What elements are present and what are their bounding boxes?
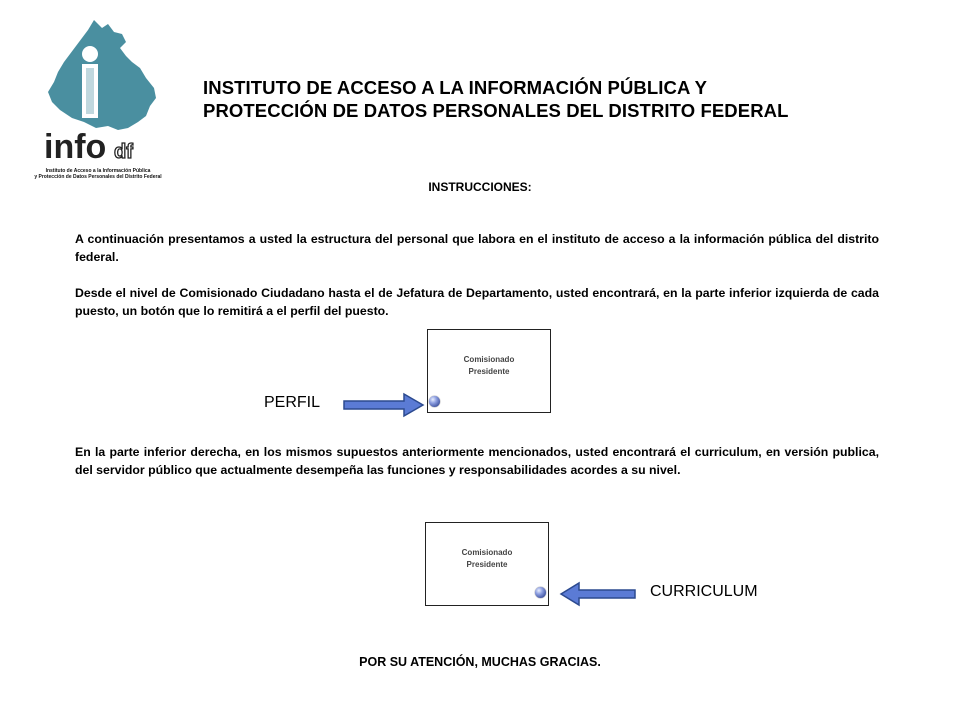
- title-line-1: INSTITUTO DE ACCESO A LA INFORMACIÓN PÚBLICA Y: [203, 77, 708, 98]
- logo-wordmark-df: df: [114, 141, 133, 163]
- arrow-left-icon: [559, 581, 637, 607]
- curriculum-button[interactable]: [535, 587, 546, 598]
- infodf-logo: [22, 18, 172, 188]
- title-line-2: PROTECCIÓN DE DATOS PERSONALES DEL DISTRITO FEDERAL: [203, 100, 789, 121]
- perfil-button[interactable]: [429, 396, 440, 407]
- paragraph-intro: A continuación presentamos a usted la estructura del personal que labora en el instituto de acceso a la información pública del distrito federal.: [75, 232, 879, 264]
- logo-caption: Instituto de Acceso a la Información Pública y Protección de Datos Personales del Distrito Federal: [34, 168, 162, 180]
- logo-wordmark-info: info: [44, 128, 107, 166]
- closing-message: POR SU ATENCIÓN, MUCHAS GRACIAS.: [359, 655, 601, 669]
- arrow-right-icon: [342, 392, 426, 418]
- mexico-city-map-shape: [48, 20, 156, 130]
- perfil-label: PERFIL: [264, 394, 321, 411]
- curriculum-label: CURRICULUM: [650, 583, 758, 600]
- example-position-card-perfil: [427, 329, 551, 413]
- card-title: Comisionado Presidente: [463, 355, 515, 376]
- info-i-dot: [82, 46, 98, 62]
- instructions-heading: INSTRUCCIONES:: [428, 180, 532, 194]
- paragraph-perfil: Desde el nivel de Comisionado Ciudadano hasta el de Jefatura de Departamento, usted encontrará, en la parte inferior izquierda de cada puesto, un botón que lo remitirá a el perfil del puesto.: [75, 286, 879, 318]
- page-title: [203, 76, 923, 122]
- paragraph-curriculum: En la parte inferior derecha, en los mismos supuestos anteriormente mencionados, usted encontrará el curriculum, en versión publica, del servidor público que actualmente desempeña las funciones y responsabilidades acordes a su nivel.: [75, 445, 879, 477]
- card-title: Comisionado Presidente: [461, 548, 513, 569]
- example-position-card-curriculum: [425, 522, 549, 606]
